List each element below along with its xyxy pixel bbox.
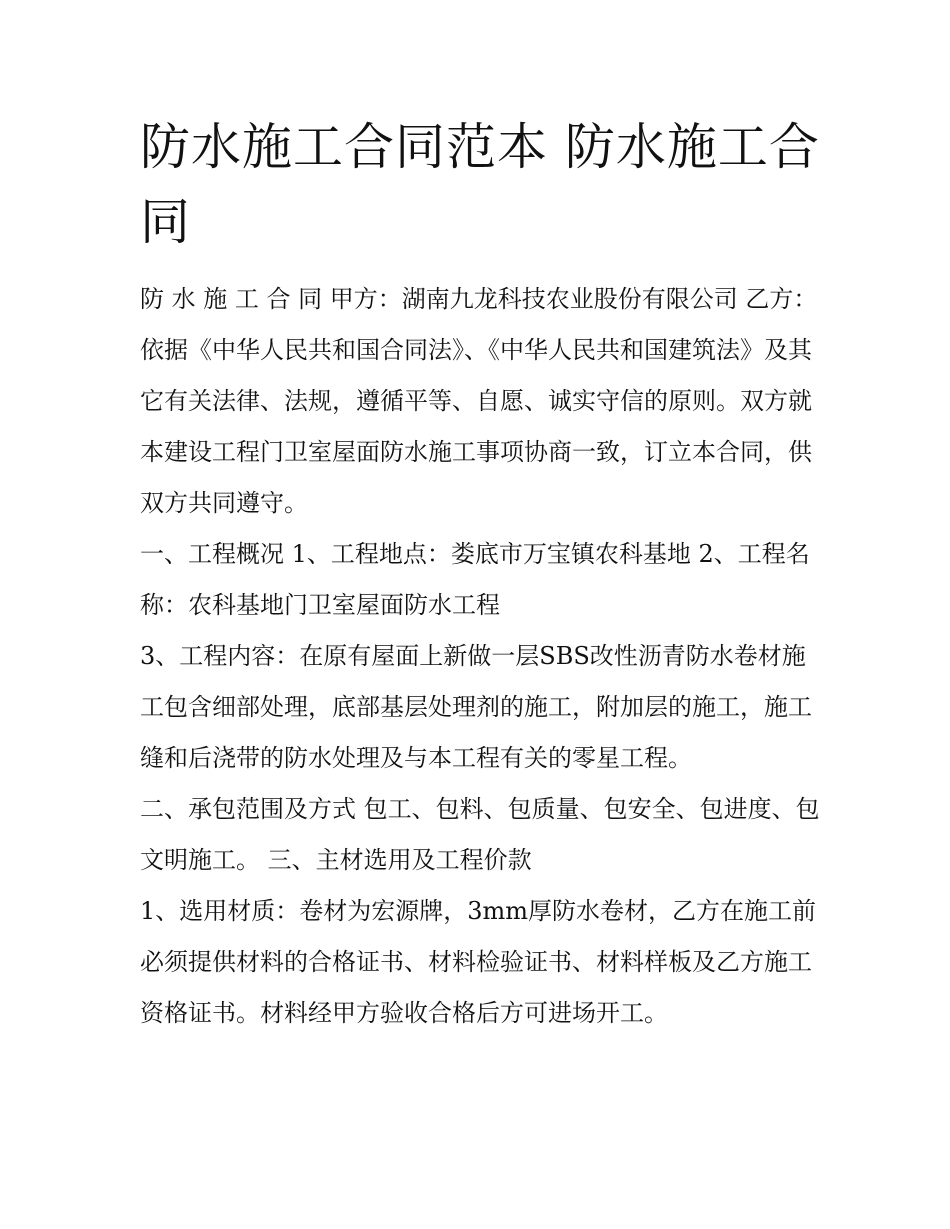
document-page [140,110,820,1039]
paragraph-contract-scope: 二、承包范围及方式 包工、包料、包质量、包安全、包进度、包文明施工。 三、主材选用及工程价款 [140,795,820,874]
paragraph-parties: 防 水 施 工 合 同 甲方：湖南九龙科技农业股份有限公司 乙方： [140,285,818,313]
document-title: 防水施工合同范本 防水施工合同 [140,118,820,251]
paragraph-project-overview: 一、工程概况 1、工程地点：娄底市万宝镇农科基地 2、工程名称：农科基地门卫室屋面防水工程 [140,540,810,619]
paragraph-project-content: 3、工程内容：在原有屋面上新做一层SBS改性沥青防水卷材施工包含细部处理，底部基层处理剂的施工，附加层的施工，施工缝和后浇带的防水处理及与本工程有关的零星工程。 [140,642,812,772]
document-body [140,274,820,1039]
paragraph-materials: 1、选用材质：卷材为宏源牌，3mm厚防水卷材，乙方在施工前必须提供材料的合格证书、材料检验证书、材料样板及乙方施工资格证书。材料经甲方验收合格后方可进场开工。 [140,897,817,1027]
paragraph-legal-basis: 依据《中华人民共和国合同法》、《中华人民共和国建筑法》及其它有关法律、法规，遵循平等、自愿、诚实守信的原则。双方就本建设工程门卫室屋面防水施工事项协商一致，订立本合同，供双方共同遵守。 [140,336,812,517]
